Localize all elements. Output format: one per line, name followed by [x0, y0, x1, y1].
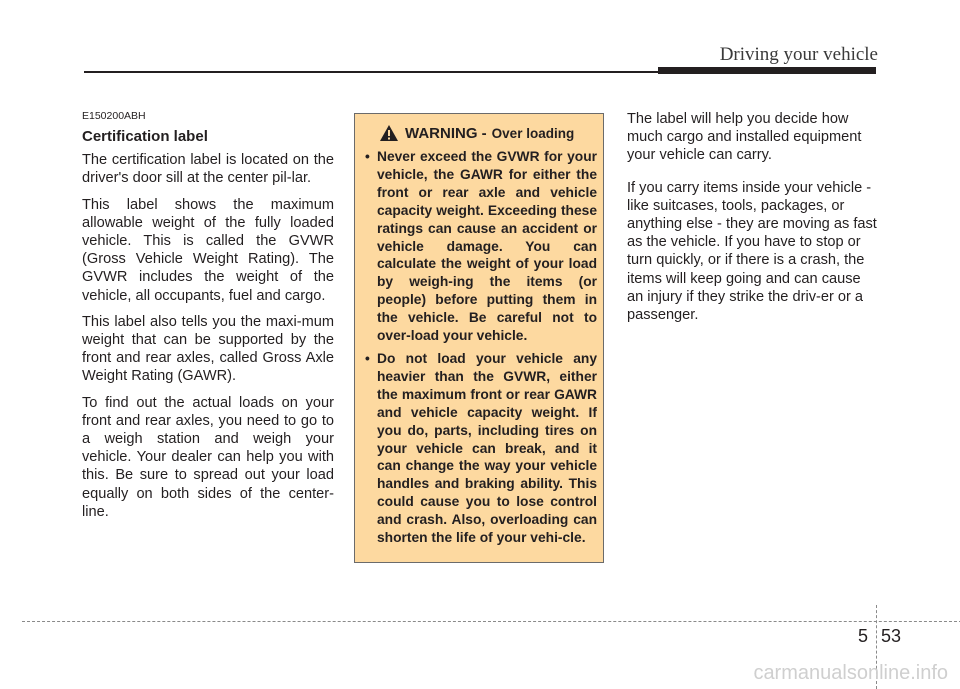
left-column [82, 110, 334, 529]
chapter-number: 5 [858, 626, 869, 646]
section-code: E150200ABH [82, 110, 146, 122]
warning-header [379, 124, 597, 142]
warning-item-text: Do not load your vehicle any heavier than the GVWR, either the maximum front or rear GAWR and vehicle capacity weight. If you do, parts, including tires on your vehicle can break, and it can change the way your vehicle handles and braking ability. This could cause you to lose control and crash. Also, overloading can shorten the life of your vehi-cle. [377, 350, 597, 546]
bullet: • [365, 350, 370, 366]
page-number: 53 [881, 626, 902, 646]
warning-subtitle: Over loading [491, 125, 575, 141]
paragraph: If you carry items inside your vehicle - like suitcases, tools, packages, or anything else - they are moving as fast as the vehicle. If you have to stop or turn quickly, or if there is a crash, the items will keep going and can cause an injury if they strike the driv-er or a passenger. [627, 179, 877, 324]
right-column [627, 110, 879, 332]
warning-title: WARNING - [405, 124, 487, 142]
warning-item [365, 350, 597, 547]
section-heading: Certification label [82, 128, 208, 145]
paragraph: The certification label is located on the driver's door sill at the center pil-lar. [82, 152, 334, 187]
warning-item [365, 148, 597, 345]
bullet: • [365, 149, 370, 164]
paragraph: This label also tells you the maxi-mum weight that can be supported by the front and rear axles, called Gross Axle Weight Rating (GAWR). [82, 313, 334, 385]
page-header-title: Driving your vehicle [719, 44, 878, 65]
warning-list [365, 148, 597, 547]
paragraph: To find out the actual loads on your front and rear axles, you need to go to a weigh station and weigh your vehicle. Your dealer can help you with this. Be sure to spread out your load equally on both sides of the center-line. [82, 394, 334, 520]
paragraph: This label shows the maximum allowable weight of the fully loaded vehicle. This is called the GVWR (Gross Vehicle Weight Rating). The GVWR includes the weight of the vehicle, all occupants, fuel and cargo. [82, 196, 334, 304]
watermark: carmanualsonline.info [753, 662, 948, 684]
warning-item-text: Never exceed the GVWR for your vehicle, the GAWR for either the front or rear axle and vehicle capacity weight. Exceeding these ratings can cause an accident or vehicle damage. You can calculate the weight of your load by weigh-ing the items (or people) before putting them in the vehicle. Be careful not to over-load your vehicle. [377, 149, 597, 344]
warning-box [354, 113, 604, 563]
footer-rule [22, 621, 960, 622]
header-rule-thick [658, 67, 876, 74]
paragraph: The label will help you decide how much cargo and installed equipment your vehicle can carry. [627, 111, 862, 164]
header-rule-thin [84, 71, 660, 73]
warning-triangle-icon [379, 124, 399, 142]
